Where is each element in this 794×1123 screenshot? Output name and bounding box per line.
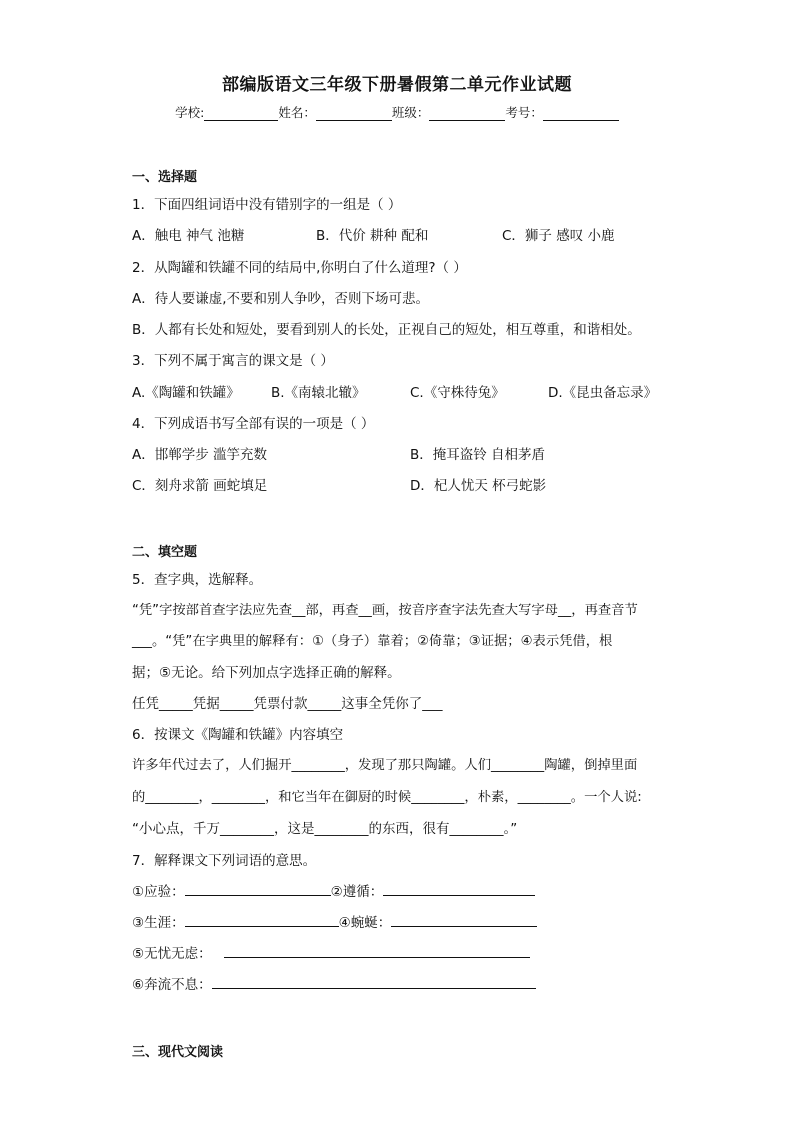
section-heading-reading: 三、现代文阅读 (132, 1045, 224, 1060)
question-5-line-3: 据；⑤无论。给下列加点字选择正确的解释。 (132, 665, 401, 681)
term-2-answer-blank[interactable] (383, 881, 535, 896)
name-blank[interactable] (316, 106, 392, 121)
question-4-option-b[interactable]: B．掩耳盗铃 自相茅盾 (410, 447, 546, 463)
student-info-line (0, 103, 794, 121)
term-4-label: ④蜿蜒： (338, 915, 392, 931)
question-2-stem: 2．从陶罐和铁罐不同的结局中,你明白了什么道理?（ ） (132, 260, 467, 276)
question-7-row-3 (132, 942, 530, 962)
school-label: 学校: (175, 105, 205, 120)
term-4-answer-blank[interactable] (391, 912, 537, 927)
term-1-answer-blank[interactable] (185, 881, 331, 896)
question-1-option-a[interactable]: A．触电 神气 池糖 (132, 228, 245, 244)
class-label: 班级： (391, 105, 430, 120)
question-2-option-a[interactable]: A．待人要谦虚,不要和别人争吵，否则下场可悲。 (132, 291, 430, 307)
id-blank[interactable] (543, 106, 619, 121)
question-6-line-1[interactable]: 许多年代过去了，人们掘开________，发现了那只陶罐。人们________陶罐，倒掉里面 (132, 758, 638, 773)
question-3-option-c[interactable]: C.《守株待兔》 (410, 385, 505, 401)
question-7-row-4 (132, 973, 536, 993)
question-7-row-1 (132, 880, 535, 900)
question-4-stem: 4．下列成语书写全部有误的一项是（ ） (132, 416, 375, 432)
question-3-option-a[interactable]: A.《陶罐和铁罐》 (132, 385, 240, 401)
section-heading-fill: 二、填空题 (132, 545, 198, 560)
term-5-answer-blank[interactable] (224, 943, 530, 958)
question-3-stem: 3．下列不属于寓言的课文是（ ） (132, 353, 334, 369)
question-5-stem: 5．查字典，选解释。 (132, 572, 263, 588)
question-7-stem: 7．解释课文下列词语的意思。 (132, 853, 317, 869)
id-label: 考号： (505, 105, 543, 120)
class-blank[interactable] (429, 106, 505, 121)
question-1-stem: 1．下面四组词语中没有错别字的一组是（ ） (132, 197, 402, 213)
question-4-option-d[interactable]: D．杞人忧天 杯弓蛇影 (410, 478, 547, 494)
question-3-option-d[interactable]: D.《昆虫备忘录》 (548, 385, 658, 401)
question-6-line-3[interactable]: “小心点，千万________，这是________的东西，很有________。” (132, 821, 518, 837)
question-5-line-4[interactable]: 任凭_____凭据_____凭票付款_____这事全凭你了___ (132, 696, 443, 712)
question-4-option-a[interactable]: A．邯郸学步 滥竽充数 (132, 447, 268, 463)
question-5-line-1: “凭”字按部首查字法应先查__部，再查__画，按音序查字法先查大写字母__，再查音节 (132, 603, 638, 618)
name-label: 姓名： (278, 105, 316, 120)
question-5-line-2: ___。“凭”在字典里的解释有：①（身子）靠着；②倚靠；③证据；④表示凭借，根 (132, 634, 613, 649)
term-1-label: ①应验： (132, 884, 185, 900)
question-6-line-2[interactable]: 的________，________，和它当年在御厨的时候________，朴素，________。一个人说: (132, 790, 642, 805)
term-6-answer-blank[interactable] (212, 974, 536, 989)
question-1-option-c[interactable]: C．狮子 感叹 小鹿 (502, 228, 615, 244)
question-2-option-b[interactable]: B．人都有长处和短处，要看到别人的长处，正视自己的短处，相互尊重，和谐相处。 (132, 322, 641, 338)
question-1-option-b[interactable]: B．代价 耕种 配和 (316, 228, 429, 244)
school-blank[interactable] (204, 106, 278, 121)
term-2-label: ②遵循： (330, 884, 384, 900)
section-heading-choice: 一、选择题 (132, 170, 198, 185)
question-3-option-b[interactable]: B.《南辕北辙》 (271, 385, 366, 401)
page-title: 部编版语文三年级下册暑假第二单元作业试题 (222, 75, 572, 95)
term-5-label: ⑤无忧无虑： (132, 946, 212, 962)
term-6-label: ⑥奔流不息： (132, 977, 212, 993)
question-7-row-2 (132, 911, 537, 931)
question-6-stem: 6．按课文《陶罐和铁罐》内容填空 (132, 727, 344, 743)
term-3-answer-blank[interactable] (185, 912, 339, 927)
question-4-option-c[interactable]: C．刻舟求箭 画蛇填足 (132, 478, 268, 494)
term-3-label: ③生涯： (132, 915, 185, 931)
